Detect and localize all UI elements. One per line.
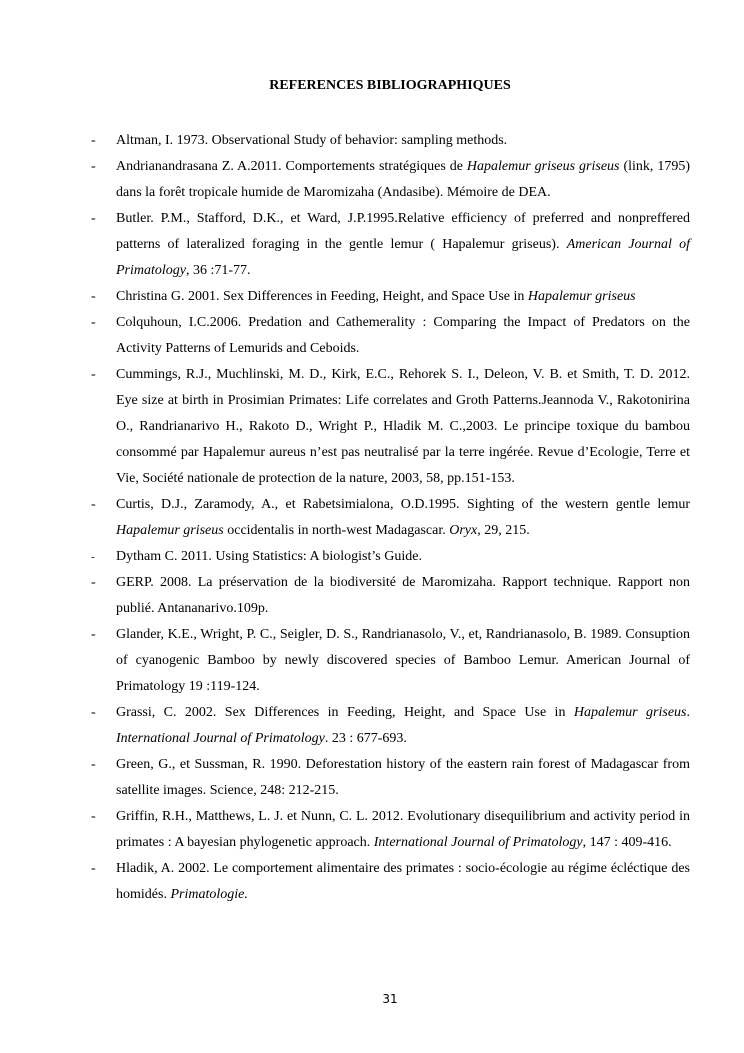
reference-item: [91, 570, 690, 622]
text-segment: Hladik, A. 2002. Le comportement alimentaire des primates : socio-écologie au régime écléctique des homidés.: [116, 861, 690, 902]
reference-text: [116, 315, 690, 356]
reference-item: [91, 310, 690, 362]
reference-text: [116, 549, 422, 564]
text-segment: Griffin, R.H., Matthews, L. J. et Nunn, C. L. 2012. Evolutionary disequilibrium and activity period in primates : A bayesian phylogenetic approach.: [116, 809, 690, 850]
reference-item: [91, 622, 690, 700]
reference-text: [116, 575, 690, 616]
italic-segment: American Journal of Primatology: [116, 237, 691, 278]
reference-list: [91, 128, 690, 908]
list-bullet: -: [91, 627, 96, 642]
text-segment: Andrianandrasana Z. A.2011. Comportements stratégiques de: [116, 159, 467, 174]
text-segment: Butler. P.M., Stafford, D.K., et Ward, J.P.1995.Relative efficiency of preferred and nonpreffered patterns of lateralized foraging in the gentle lemur ( Hapalemur griseus).: [116, 211, 690, 252]
reference-text: [116, 757, 690, 798]
italic-segment: Primatologie.: [170, 887, 248, 902]
list-bullet: -: [91, 315, 96, 330]
reference-item: [91, 128, 690, 154]
list-bullet: -: [91, 705, 96, 720]
reference-item: [91, 544, 690, 570]
list-bullet: -: [91, 133, 96, 148]
text-segment: , 147 : 409-416.: [582, 835, 672, 850]
italic-segment: Hapalemur griseus griseus: [466, 159, 620, 174]
list-bullet: -: [91, 497, 96, 512]
italic-segment: International Journal of Primatology: [116, 731, 325, 746]
list-bullet: -: [91, 159, 96, 174]
reference-item: [91, 804, 690, 856]
list-bullet: -: [91, 211, 96, 226]
italic-segment: Oryx,: [449, 523, 481, 538]
text-segment: Altman, I. 1973. Observational Study of behavior: sampling methods.: [116, 133, 508, 148]
reference-text: [116, 367, 690, 486]
page-number: 31: [382, 992, 398, 1006]
page-title: REFERENCES BIBLIOGRAPHIQUES: [269, 78, 511, 93]
italic-segment: Hapalemur griseus: [527, 289, 636, 304]
list-bullet: -: [91, 861, 96, 876]
list-bullet: -: [91, 289, 96, 304]
reference-text: [116, 809, 690, 850]
text-segment: Curtis, D.J., Zaramody, A., et Rabetsimialona, O.D.1995. Sighting of the western gentle lemur: [116, 497, 690, 512]
list-bullet: -: [91, 551, 95, 563]
text-segment: Dytham C. 2011. Using Statistics: A biologist’s Guide.: [116, 549, 422, 564]
text-segment: occidentalis in north-west Madagascar.: [223, 523, 450, 538]
italic-segment: Hapalemur griseus: [116, 523, 224, 538]
list-bullet: -: [91, 757, 96, 772]
reference-item: [91, 362, 690, 492]
text-segment: Grassi, C. 2002. Sex Differences in Feeding, Height, and Space Use in: [116, 705, 574, 720]
reference-item: [91, 492, 690, 544]
italic-segment: International Journal of Primatology: [373, 835, 583, 850]
reference-item: [91, 700, 690, 752]
reference-text: [116, 133, 507, 148]
list-bullet: -: [91, 367, 96, 382]
text-segment: Christina G. 2001. Sex Differences in Feeding, Height, and Space Use in: [116, 289, 528, 304]
text-segment: Cummings, R.J., Muchlinski, M. D., Kirk, E.C., Rehorek S. I., Deleon, V. B. et Smith, T. D. 2012. Eye size at birth in Prosimian Primates: Life correlates and Groth Patterns.Jeannoda V., Rakotonirina O., Randrianarivo H., Rakoto D., Wright P., Hladik M. C.,2003. Le principe toxique du bambou consommé par Hapalemur aureus n’est pas neutralisé par la terre ingérée. Revue d’Ecologie, Terre et Vie, Société nationale de protection de la nature, 2003, 58, pp.151-153.: [116, 367, 690, 486]
reference-item: [91, 206, 690, 284]
text-segment: Glander, K.E., Wright, P. C., Seigler, D. S., Randrianasolo, V., et, Randrianasolo, B. 1989. Consuption of cyanogenic Bamboo by newly discovered species of Bamboo Lemur. American Journal of Primatology 19 :119-124.: [116, 627, 690, 694]
reference-text: [116, 497, 690, 538]
text-segment: 29, 215.: [480, 523, 530, 538]
text-segment: (link, 1795) dans la forêt tropicale humide de Maromizaha (Andasibe). Mémoire de DEA.: [116, 159, 691, 200]
reference-text: [116, 705, 690, 746]
text-segment: Colquhoun, I.C.2006. Predation and Cathemerality : Comparing the Impact of Predators on the Activity Patterns of Lemurids and Ceboids.: [116, 315, 690, 356]
reference-text: [116, 861, 690, 902]
reference-text: [116, 211, 690, 278]
italic-segment: Hapalemur griseus: [573, 705, 687, 720]
reference-item: [91, 752, 690, 804]
reference-text: [116, 159, 690, 200]
reference-item: [91, 154, 690, 206]
reference-text: [116, 627, 690, 694]
text-segment: .: [686, 705, 690, 720]
reference-item: [91, 856, 690, 908]
reference-text: [116, 289, 636, 304]
text-segment: Green, G., et Sussman, R. 1990. Deforestation history of the eastern rain forest of Madagascar from satellite images. Science, 248: 212-215.: [116, 757, 690, 798]
list-bullet: -: [91, 575, 96, 590]
text-segment: GERP. 2008. La préservation de la biodiversité de Maromizaha. Rapport technique. Rapport non publié. Antananarivo.109p.: [116, 575, 690, 616]
list-bullet: -: [91, 809, 96, 824]
reference-item: [91, 284, 690, 310]
text-segment: , 36 :71-77.: [186, 263, 251, 278]
text-segment: . 23 : 677-693.: [324, 731, 407, 746]
